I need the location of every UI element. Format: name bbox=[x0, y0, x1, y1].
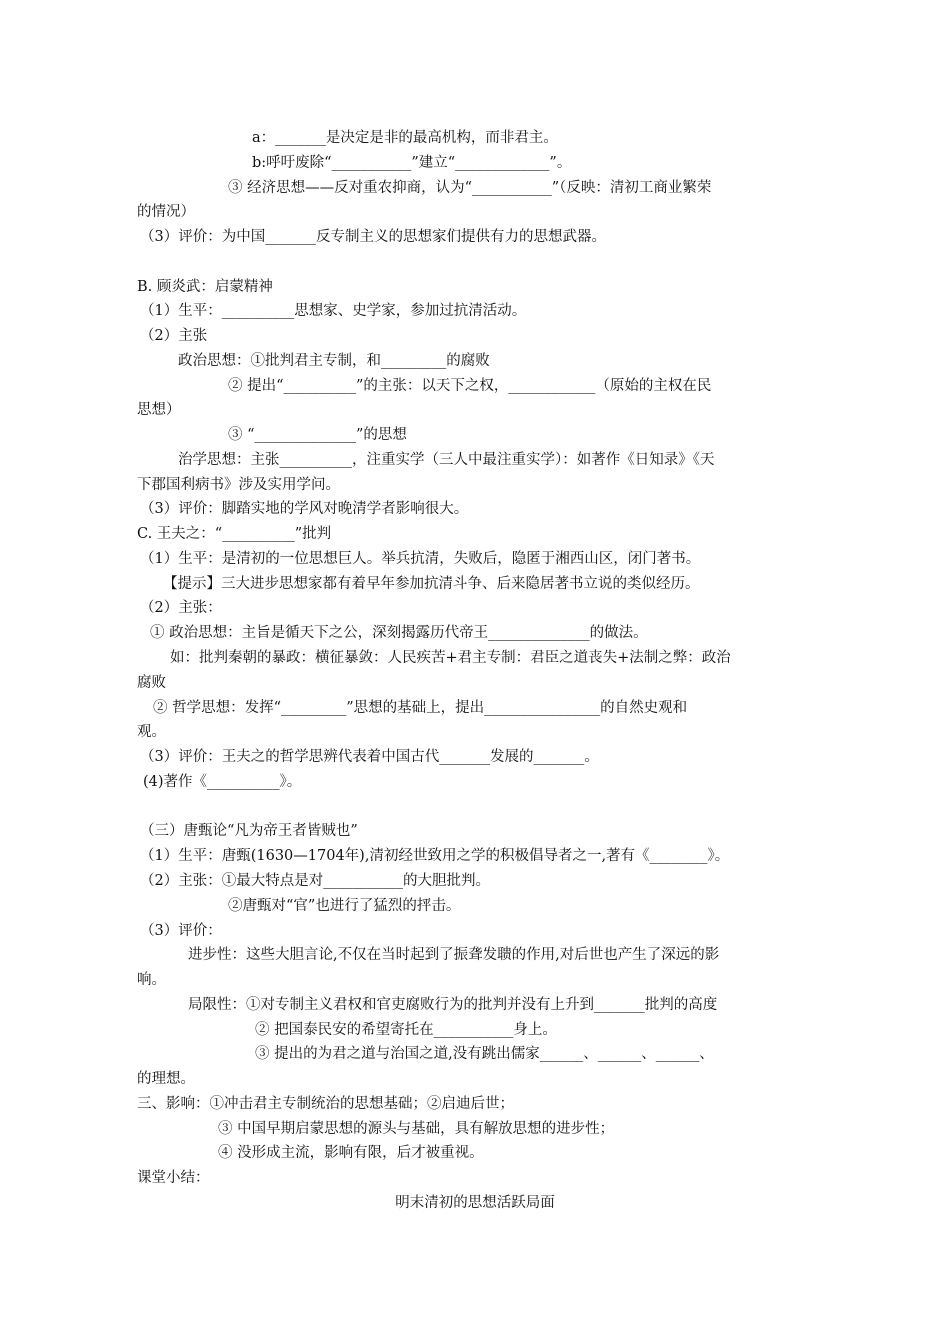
line-26: (4)著作《__________》。 bbox=[143, 774, 302, 790]
line-27: （三）唐甄论“凡为帝王者皆贼也” bbox=[140, 823, 358, 839]
line-21: 如：批判秦朝的暴政：横征暴敛：人民疾苦+君主专制：君臣之道丧失+法制之弊：政治 bbox=[170, 650, 731, 666]
line-14: 下郡国利病书》涉及实用学问。 bbox=[137, 477, 340, 493]
line-19: （2）主张： bbox=[140, 600, 222, 616]
line-10: ② 提出“__________”的主张：以天下之权，____________（原始的主权在民 bbox=[228, 378, 712, 394]
line-7: （1）生平：__________思想家、史学家，参加过抗清活动。 bbox=[140, 303, 527, 319]
line-1: a：_______是决定是非的最高机构，而非君主。 bbox=[252, 130, 558, 146]
line-37: 的理想。 bbox=[137, 1071, 195, 1087]
line-35: ② 把国泰民安的希望寄托在___________身上。 bbox=[255, 1022, 557, 1038]
line-11: 思想） bbox=[137, 402, 181, 418]
line-20: ① 政治思想：主旨是循天下之公，深刻揭露历代帝王______________的做法。 bbox=[150, 625, 648, 641]
line-17: （1）生平：是清初的一位思想巨人。举兵抗清，失败后，隐匿于湘西山区，闭门著书。 bbox=[140, 551, 701, 567]
line-31: （3）评价： bbox=[140, 923, 222, 939]
line-30: ②唐甄对“官”也进行了猛烈的抨击。 bbox=[228, 898, 461, 914]
line-4: 的情况） bbox=[137, 204, 195, 220]
line-40: ④ 没形成主流，影响有限，后才被重视。 bbox=[218, 1145, 484, 1161]
line-16: C. 王夫之：“__________”批判 bbox=[137, 526, 332, 542]
line-12: ③ “______________”的思想 bbox=[228, 427, 407, 443]
line-29: （2）主张：①最大特点是对___________的大胆批判。 bbox=[140, 873, 490, 889]
line-24: 观。 bbox=[137, 724, 166, 740]
line-3: ③ 经济思想——反对重农抑商，认为“___________”（反映：清初工商业繁荣 bbox=[228, 180, 712, 196]
line-13: 治学思想：主张__________，注重实学（三人中最注重实学）：如著作《日知录》《天 bbox=[178, 452, 715, 468]
line-33: 响。 bbox=[137, 972, 166, 988]
line-23: ② 哲学思想：发挥“_________”思想的基础上，提出________________的自然史观和 bbox=[153, 700, 688, 716]
line-36: ③ 提出的为君之道与治国之道,没有跳出儒家______、______、______、 bbox=[255, 1046, 714, 1062]
line-5: （3）评价：为中国_______反专制主义的思想家们提供有力的思想武器。 bbox=[140, 229, 606, 245]
line-32: 进步性：这些大胆言论,不仅在当时起到了振聋发聩的作用,对后世也产生了深远的影 bbox=[188, 947, 720, 963]
line-25: （3）评价：王夫之的哲学思辨代表着中国古代_______发展的_______。 bbox=[140, 749, 599, 765]
line-15: （3）评价：脚踏实地的学风对晚清学者影响很大。 bbox=[140, 501, 469, 517]
line-6: B. 顾炎武：启蒙精神 bbox=[137, 279, 273, 295]
line-41: 课堂小结： bbox=[137, 1170, 210, 1186]
line-8: （2）主张 bbox=[140, 328, 208, 344]
line-34: 局限性：①对专制主义君权和官吏腐败行为的批判并没有上升到_______批判的高度 bbox=[188, 997, 718, 1013]
line-42: 明末清初的思想活跃局面 bbox=[395, 1195, 555, 1211]
line-9: 政治思想：①批判君主专制，和_________的腐败 bbox=[178, 353, 490, 369]
line-28: （1）生平：唐甄(1630—1704年),清初经世致用之学的积极倡导者之一,著有《________》。 bbox=[140, 848, 730, 864]
line-2: b:呼吁废除“___________”建立“_____________”。 bbox=[252, 155, 572, 171]
line-38: 三、影响：①冲击君主专制统治的思想基础；②启迪后世； bbox=[137, 1096, 514, 1112]
line-18: 【提示】三大进步思想家都有着早年参加抗清斗争、后来隐居著书立说的类似经历。 bbox=[163, 576, 700, 592]
line-22: 腐败 bbox=[137, 675, 166, 691]
line-39: ③ 中国早期启蒙思想的源头与基础，具有解放思想的进步性； bbox=[218, 1121, 615, 1137]
